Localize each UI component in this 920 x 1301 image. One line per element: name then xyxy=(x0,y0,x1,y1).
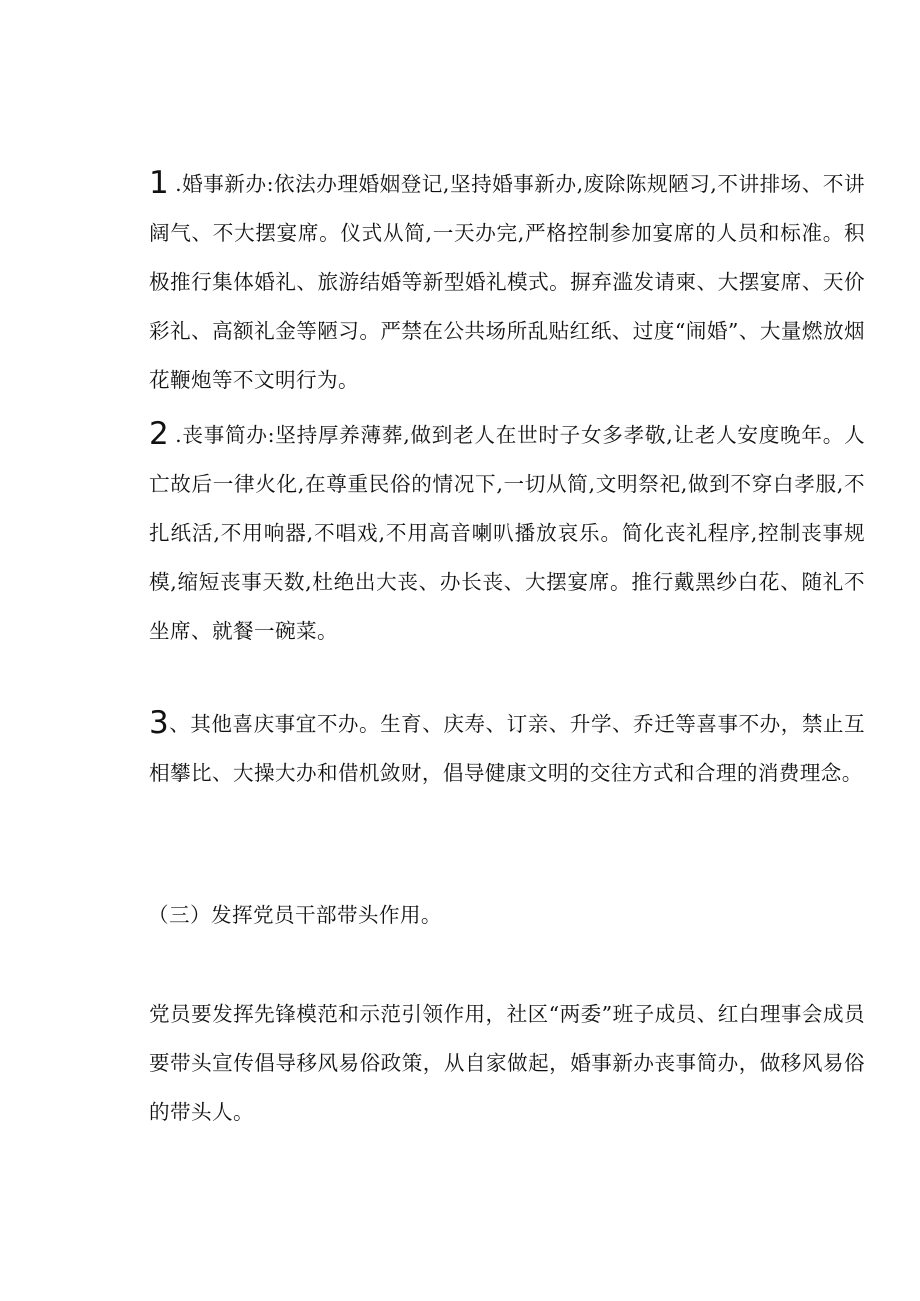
item-number: 2 xyxy=(149,416,170,452)
item-number: 1 xyxy=(149,165,170,201)
item-text: .婚事新办:依法办理婚姻登记,坚持婚事新办,废除陈规陋习,不讲排场、不讲阔气、不大摆宴席。仪式从简,一天办完,严格控制参加宴席的人员和标准。积极推行集体婚礼、旅游结婚等新型婚礼模式。摒弃滥发请柬、大摆宴席、天价彩礼、高额礼金等陋习。严禁在公共场所乱贴红纸、过度“闹婚”、大量燃放烟花鞭炮等不文明行为。 xyxy=(149,172,865,392)
closing-paragraph: 党员要发挥先锋模范和示范引领作用，社区“两委”班子成员、红白理事会成员要带头宣传倡导移风易俗政策，从自家做起，婚事新办丧事简办，做移风易俗的带头人。 xyxy=(149,1002,865,1124)
item-wedding xyxy=(103,160,865,405)
section-heading: （三）发挥党员干部带头作用。 xyxy=(148,903,442,927)
item-text: .丧事简办:坚持厚养薄葬,做到老人在世时子女多孝敬,让老人安度晚年。人亡故后一律火化,在尊重民俗的情况下,一切从简,文明祭祀,做到不穿白孝服,不扎纸活,不用响器,不唱戏,不用高音喇叭播放哀乐。简化丧礼程序,控制丧事规模,缩短丧事天数,杜绝出大丧、办长丧、大摆宴席。推行戴黑纱白花、随礼不坐席、就餐一碗菜。 xyxy=(149,423,865,643)
item-text: 、其他喜庆事宜不办。生育、庆寿、订亲、升学、乔迁等喜事不办，禁止互相攀比、大操大办和借机敛财，倡导健康文明的交往方式和合理的消费理念。 xyxy=(149,712,865,785)
item-number: 3 xyxy=(149,705,170,741)
item-other-celebrations xyxy=(103,700,865,798)
item-funeral xyxy=(103,411,865,656)
